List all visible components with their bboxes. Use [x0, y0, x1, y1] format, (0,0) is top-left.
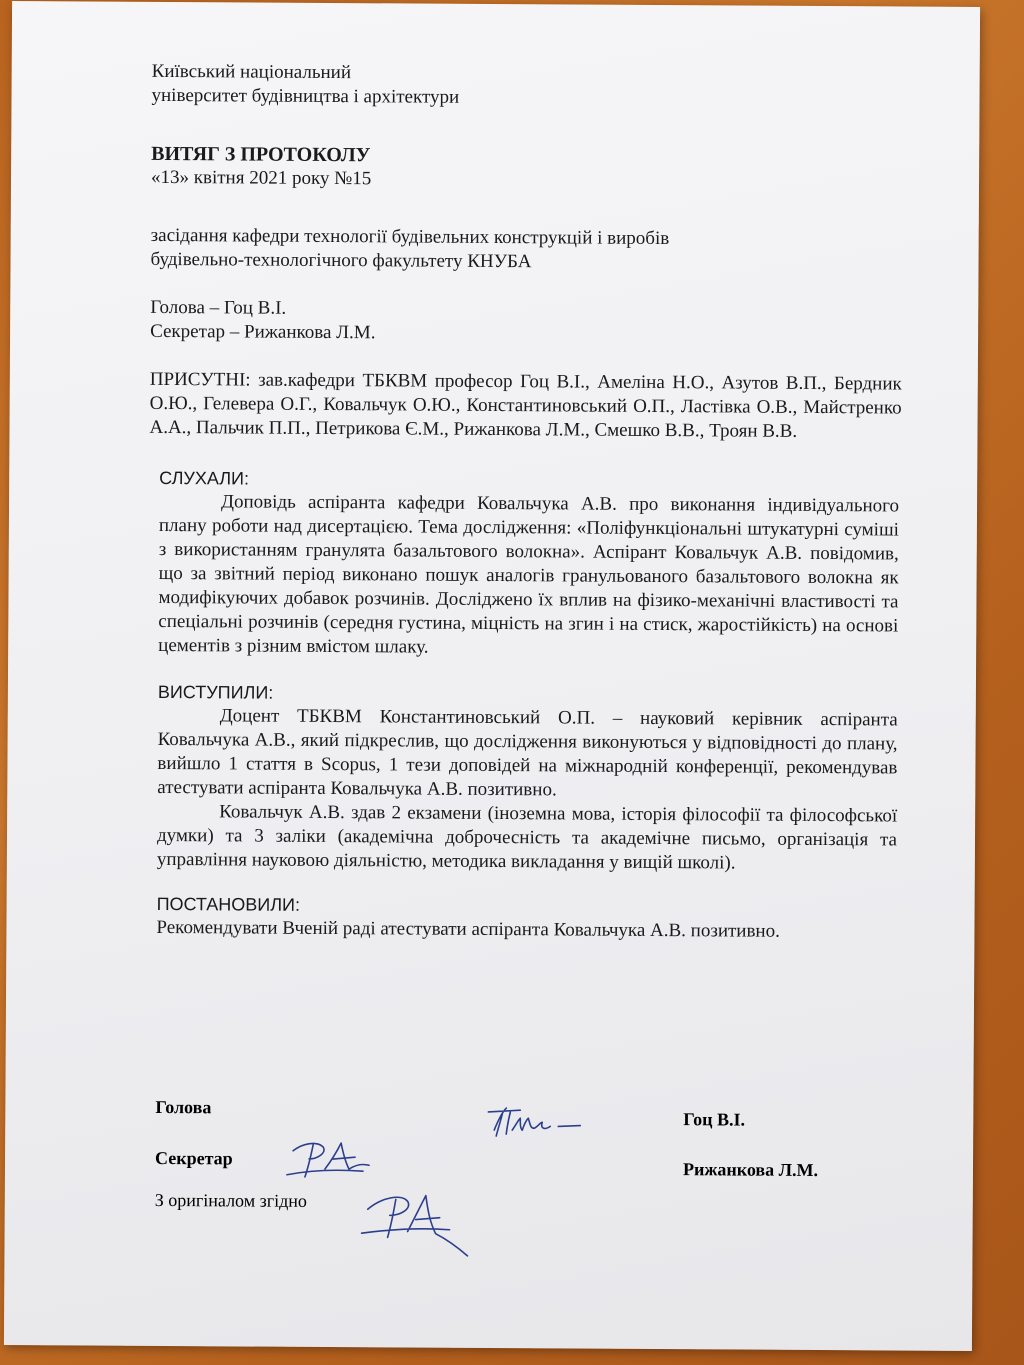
resolved-label: ПОСТАНОВИЛИ:	[156, 893, 301, 915]
heard-paragraph: Доповідь аспіранта кафедри Ковальчука А.В. про виконання індивідуального плану роботи над дисертацією. Тема дослідження: «Поліфункціональні штукатурні суміші з використанням гранулята базальтового волокна». Аспірант Ковальчук А.В. повідомив, що за звітний період виконано пошук аналогів гранульованого базальтового волокна як модифікуючих добавок розчинів. Досліджено їх вплив на фізико-механічні властивості та спеціальні розчинів (середня густина, міцність на згин і на стиск, жаростійкість) на основі цементів з різним вмістом шлаку.	[158, 491, 900, 658]
spoke-paragraph-2: Ковальчук А.В. здав 2 екзамени (іноземна мова, історія філософії та філософської думки) та 3 заліки (академічна доброчесність та академічне письмо, організація та управління науковою діяльністю, методика викладання у вищій школі).	[156, 801, 898, 874]
document-body	[146, 60, 901, 945]
institution-line-1: Київський національний	[151, 60, 352, 84]
chair-signature-label: Голова	[155, 1096, 212, 1118]
document-sheet	[4, 1, 980, 1351]
certified-copy-note: З оригіналом згідно	[154, 1189, 307, 1211]
institution-line-2: університет будівництва і архітектури	[151, 84, 460, 108]
present-paragraph: ПРИСУТНІ: зав.кафедри ТБКВМ професор Гоц В.І., Амеліна Н.О., Азутов В.П., Бердник О.Ю., Гелевера О.Г., Ковальчук О.Ю., Константиновський О.П., Ластівка О.В., Майстренко А.А., Пальчик П.П., Петрикова Є.М., Рижанкова Л.М., Смешко В.В., Троян В.В.	[149, 368, 902, 442]
heard-label: СЛУХАЛИ:	[159, 467, 250, 489]
meeting-line-1: засідання кафедри технології будівельних конструкцій і виробів	[150, 224, 670, 250]
certified-signature	[359, 1175, 480, 1266]
chair-line: Голова – Гоц В.І.	[150, 296, 287, 319]
chair-name: Гоц В.І.	[683, 1109, 746, 1130]
resolved-text: Рекомендувати Вченій раді атестувати аспіранта Ковальчука А.В. позитивно.	[156, 916, 780, 942]
chair-signature	[480, 1102, 590, 1143]
spoke-label: ВИСТУПИЛИ:	[157, 681, 274, 703]
spoke-paragraph-1: Доцент ТБКВМ Константиновський О.П. – науковий керівник аспіранта Ковальчука А.В., який підкреслив, що дослідження виконуються у відповідності до плану, вийшло 1 стаття в Scopus, 1 тези доповідей на міжнародній конференції, рекомендував атестувати аспіранта Ковальчука А.В. позитивно.	[157, 705, 898, 801]
protocol-date-number: «13» квітня 2021 року №15	[150, 166, 372, 190]
secretary-name: Рижанкова Л.М.	[682, 1159, 819, 1181]
meeting-line-2: будівельно-технологічного факультету КНУБА	[150, 248, 532, 273]
secretary-line: Секретар – Рижанкова Л.М.	[150, 320, 376, 344]
document-title: ВИТЯГ З ПРОТОКОЛУ	[151, 142, 371, 167]
secretary-signature-label: Секретар	[154, 1147, 233, 1169]
